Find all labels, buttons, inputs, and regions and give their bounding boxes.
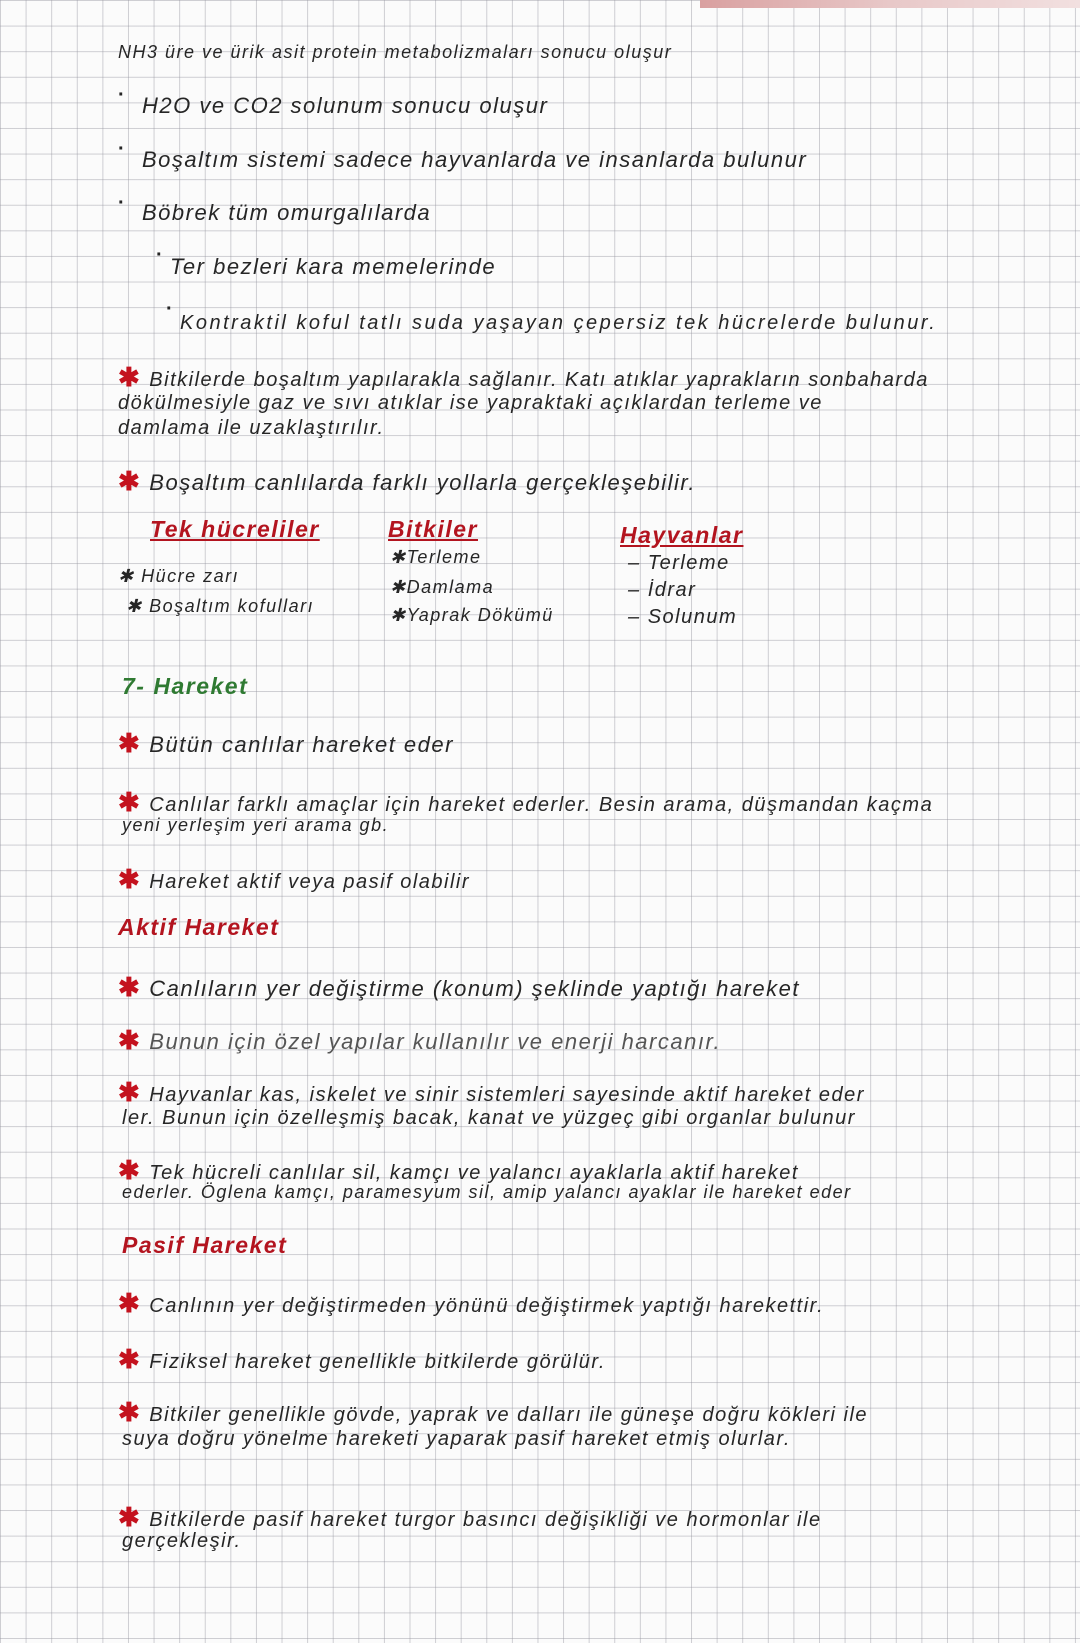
star-icon: ✱ (118, 864, 142, 894)
movement-note-2-line-1: ✱ Canlılar farklı amaçlar için hareket ederler. Besin arama, düşmandan kaçma (118, 787, 934, 817)
star-icon: ✱ (118, 1155, 142, 1185)
bullet-6: Kontraktil koful tatlı suda yaşayan çepersiz tek hücrelerde bulunur. (180, 312, 938, 334)
star-icon: ✱ (118, 1502, 142, 1532)
bullet-2: H2O ve CO2 solunum sonucu oluşur (142, 93, 549, 118)
bullet-4: Böbrek tüm omurgalılarda (142, 200, 432, 225)
active-note-1: ✱ Canlıların yer değiştirme (konum) şeklinde yaptığı hareket (118, 972, 800, 1002)
star-icon: ✱ (118, 728, 142, 758)
page-edge-mark (700, 0, 1080, 8)
active-note-4-line-2: ederler. Öglena kamçı, paramesyum sil, amip yalancı ayaklar ile hareket eder (122, 1182, 852, 1202)
section-title-aktif-hareket: Aktif Hareket (118, 914, 280, 940)
bullet-3: Boşaltım sistemi sadece hayvanlarda ve insanlarda bulunur (142, 147, 808, 172)
active-note-3-line-2: ler. Bunun için özelleşmiş bacak, kanat ve yüzgeç gibi organlar bulunur (122, 1107, 856, 1129)
passive-note-1: ✱ Canlının yer değiştirmeden yönünü değiştirmek yaptığı harekettir. (118, 1288, 825, 1318)
passive-note-3-line-2: suya doğru yönelme hareketi yaparak pasif hareket etmiş olurlar. (122, 1428, 791, 1450)
section-title-hareket: 7- Hareket (122, 673, 249, 699)
bullet-5: Ter bezleri kara memelerinde (170, 254, 497, 279)
active-note-2: ✱ Bunun için özel yapılar kullanılır ve enerji harcanır. (118, 1025, 722, 1055)
star-icon: ✱ (118, 1077, 142, 1107)
table-cell: ✱ Hücre zarı (118, 566, 240, 586)
bullet-dot: · (118, 192, 125, 214)
plants-note-line-1: ✱ Bitkilerde boşaltım yapılarakla sağlanır. Katı atıklar yaprakların sonbaharda (118, 362, 929, 392)
table-header-hayvanlar: Hayvanlar (620, 522, 744, 548)
star-icon: ✱ (118, 787, 142, 817)
active-note-4-line-1: ✱ Tek hücreli canlılar sil, kamçı ve yalancı ayaklarla aktif hareket (118, 1155, 799, 1185)
table-cell: – Solunum (628, 606, 738, 628)
star-icon: ✱ (118, 362, 142, 392)
star-icon: ✱ (118, 972, 142, 1002)
table-cell: ✱Yaprak Dökümü (390, 605, 554, 625)
section-title-pasif-hareket: Pasif Hareket (122, 1232, 288, 1258)
table-cell: ✱Damlama (390, 577, 495, 597)
bullet-dot: · (118, 138, 125, 160)
star-icon: ✱ (118, 1397, 142, 1427)
table-cell: ✱ Boşaltım kofulları (126, 596, 315, 616)
table-header-tek-hucreliler: Tek hücreliler (150, 516, 320, 542)
bullet-1: NH3 üre ve ürik asit protein metabolizmaları sonucu oluşur (118, 42, 673, 62)
plants-note-line-2: dökülmesiyle gaz ve sıvı atıklar ise yapraktaki açıklardan terleme ve (118, 392, 823, 414)
movement-note-3: ✱ Hareket aktif veya pasif olabilir (118, 864, 471, 894)
movement-note-1: ✱ Bütün canlılar hareket eder (118, 728, 454, 758)
star-icon: ✱ (118, 1288, 142, 1318)
plants-note-line-3: damlama ile uzaklaştırılır. (118, 417, 385, 439)
table-header-bitkiler: Bitkiler (388, 516, 478, 542)
bullet-dot: · (118, 84, 125, 106)
passive-note-4-line-2: gerçekleşir. (122, 1530, 242, 1552)
passive-note-4-line-1: ✱ Bitkilerde pasif hareket turgor basıncı değişikliği ve hormonlar ile (118, 1502, 822, 1532)
star-icon: ✱ (118, 466, 142, 496)
passive-note-2: ✱ Fiziksel hareket genellikle bitkilerde görülür. (118, 1344, 606, 1374)
star-icon: ✱ (118, 1344, 142, 1374)
table-cell: ✱Terleme (390, 547, 482, 567)
table-cell: – Terleme (628, 552, 730, 574)
active-note-3-line-1: ✱ Hayvanlar kas, iskelet ve sinir sistemleri sayesinde aktif hareket eder (118, 1077, 865, 1107)
bullet-dot: · (166, 298, 173, 320)
movement-note-2-line-2: yeni yerleşim yeri arama gb. (122, 815, 390, 835)
ways-note: ✱ Boşaltım canlılarda farklı yollarla gerçekleşebilir. (118, 466, 696, 496)
table-cell: – İdrar (628, 579, 697, 601)
passive-note-3-line-1: ✱ Bitkiler genellikle gövde, yaprak ve dalları ile güneşe doğru kökleri ile (118, 1397, 869, 1427)
star-icon: ✱ (118, 1025, 142, 1055)
bullet-dot: · (156, 244, 163, 266)
